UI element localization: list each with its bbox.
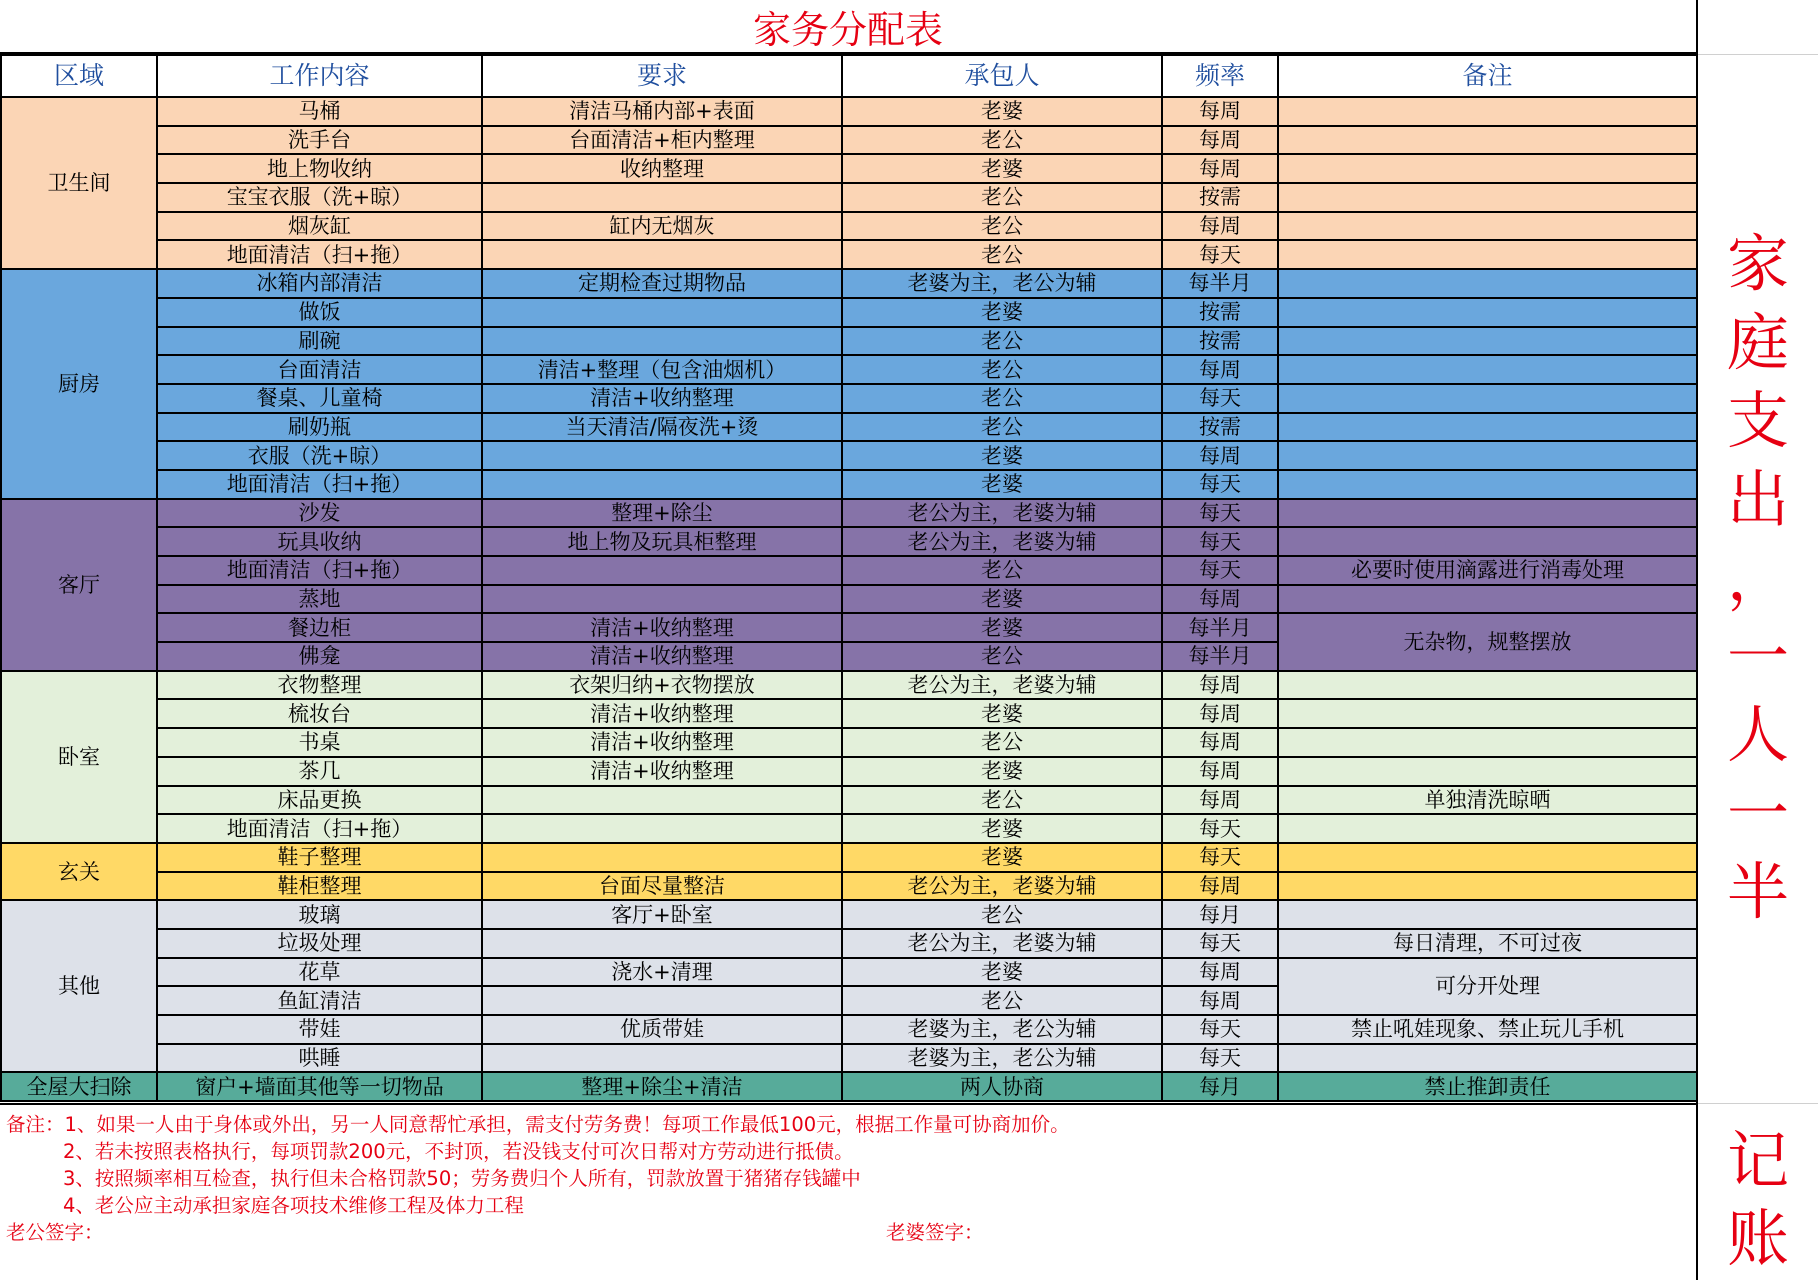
frequency-cell: 每半月 [1162, 269, 1278, 298]
requirement-cell: 浇水+清理 [482, 958, 842, 987]
remark-cell: 禁止吼娃现象、禁止玩儿手机 [1278, 1015, 1697, 1044]
frequency-cell: 每周 [1162, 585, 1278, 614]
remark-cell: 禁止推卸责任 [1278, 1072, 1697, 1101]
note-line-4: 4、老公应主动承担家庭各项技术维修工程及体力工程 [63, 1194, 524, 1217]
requirement-cell: 清洁+收纳整理 [482, 699, 842, 728]
remark-cell [1278, 470, 1697, 499]
task-cell: 鞋子整理 [157, 843, 482, 872]
remark-cell: 无杂物，规整摆放 [1278, 613, 1697, 670]
assignee-cell: 老婆 [842, 585, 1162, 614]
frequency-cell: 按需 [1162, 298, 1278, 327]
remark-cell [1278, 269, 1697, 298]
frequency-cell: 每周 [1162, 441, 1278, 470]
remark-cell [1278, 900, 1697, 929]
task-cell: 垃圾处理 [157, 929, 482, 958]
table-row [1, 843, 1697, 872]
task-cell: 地面清洁（扫+拖） [157, 470, 482, 499]
assignee-cell: 老公 [842, 355, 1162, 384]
table-row [1, 413, 1697, 442]
assignee-cell: 老婆为主，老公为辅 [842, 269, 1162, 298]
task-cell: 玩具收纳 [157, 527, 482, 556]
frequency-cell: 每周 [1162, 154, 1278, 183]
requirement-cell [482, 441, 842, 470]
remark-cell [1278, 441, 1697, 470]
table-row [1, 929, 1697, 958]
task-cell: 刷奶瓶 [157, 413, 482, 442]
frequency-cell: 每周 [1162, 958, 1278, 987]
requirement-cell: 定期检查过期物品 [482, 269, 842, 298]
header-task: 工作内容 [157, 55, 482, 97]
frequency-cell: 每周 [1162, 872, 1278, 901]
frequency-cell: 每周 [1162, 671, 1278, 700]
assignee-cell: 老公为主，老婆为辅 [842, 527, 1162, 556]
remark-cell [1278, 97, 1697, 126]
table-row [1, 269, 1697, 298]
task-cell: 蒸地 [157, 585, 482, 614]
area-cell-bathroom: 卫生间 [1, 97, 157, 269]
area-cell-whole-house-cleaning: 全屋大扫除 [1, 1072, 157, 1101]
table-row [1, 499, 1697, 528]
requirement-cell [482, 327, 842, 356]
assignee-cell: 老公 [842, 327, 1162, 356]
frequency-cell: 按需 [1162, 327, 1278, 356]
assignee-cell: 老婆 [842, 613, 1162, 642]
remark-cell [1278, 327, 1697, 356]
assignee-cell: 老婆 [842, 470, 1162, 499]
assignee-cell: 老公为主，老婆为辅 [842, 499, 1162, 528]
assignee-cell: 两人协商 [842, 1072, 1162, 1101]
frequency-cell: 每周 [1162, 728, 1278, 757]
side-bookkeeping-label [1698, 1122, 1818, 1278]
table-row [1, 126, 1697, 155]
side-divider-top [1698, 54, 1818, 55]
task-cell: 沙发 [157, 499, 482, 528]
task-cell: 地上物收纳 [157, 154, 482, 183]
table-row [1, 355, 1697, 384]
remark-cell [1278, 499, 1697, 528]
table-row [1, 958, 1697, 987]
frequency-cell: 每天 [1162, 843, 1278, 872]
table-row [1, 585, 1697, 614]
slogan-char: 半 [1726, 855, 1789, 928]
requirement-cell [482, 240, 842, 269]
table-row [1, 527, 1697, 556]
side-slogan [1698, 225, 1818, 932]
assignee-cell: 老公 [842, 240, 1162, 269]
remark-cell [1278, 355, 1697, 384]
frequency-cell: 按需 [1162, 413, 1278, 442]
assignee-cell: 老婆 [842, 441, 1162, 470]
table-row [1, 613, 1697, 642]
side-panel [1696, 0, 1818, 1280]
requirement-cell [482, 786, 842, 815]
header-remarks: 备注 [1278, 55, 1697, 97]
area-cell-kitchen: 厨房 [1, 269, 157, 499]
frequency-cell: 每半月 [1162, 642, 1278, 671]
table-row [1, 298, 1697, 327]
requirement-cell: 台面尽量整洁 [482, 872, 842, 901]
task-cell: 台面清洁 [157, 355, 482, 384]
requirement-cell [482, 298, 842, 327]
task-cell: 窗户+墙面其他等一切物品 [157, 1072, 482, 1101]
task-cell: 哄睡 [157, 1044, 482, 1073]
table-row [1, 786, 1697, 815]
header-assignee: 承包人 [842, 55, 1162, 97]
frequency-cell: 按需 [1162, 183, 1278, 212]
requirement-cell: 台面清洁+柜内整理 [482, 126, 842, 155]
requirement-cell [482, 556, 842, 585]
side-divider-bottom [1698, 1103, 1818, 1104]
assignee-cell: 老婆 [842, 154, 1162, 183]
remark-cell [1278, 183, 1697, 212]
remark-cell [1278, 671, 1697, 700]
table-row [1, 154, 1697, 183]
requirement-cell: 衣架归纳+衣物摆放 [482, 671, 842, 700]
frequency-cell: 每天 [1162, 814, 1278, 843]
chore-table [0, 54, 1698, 1102]
assignee-cell: 老公 [842, 728, 1162, 757]
assignee-cell: 老公 [842, 183, 1162, 212]
note-line-3: 3、按照频率相互检查，执行但未合格罚款50；劳务费归个人所有，罚款放置于猪猪存钱罐中 [63, 1167, 861, 1190]
assignee-cell: 老婆为主，老公为辅 [842, 1044, 1162, 1073]
table-row [1, 814, 1697, 843]
requirement-cell: 客厅+卧室 [482, 900, 842, 929]
table-row [1, 728, 1697, 757]
requirement-cell: 优质带娃 [482, 1015, 842, 1044]
slogan-char: 一 [1726, 776, 1789, 850]
task-cell: 餐边柜 [157, 613, 482, 642]
table-row [1, 1072, 1697, 1101]
remark-cell [1278, 757, 1697, 786]
requirement-cell: 地上物及玩具柜整理 [482, 527, 842, 556]
signature-row [6, 1219, 1690, 1246]
assignee-cell: 老婆 [842, 699, 1162, 728]
requirement-cell: 整理+除尘+清洁 [482, 1072, 842, 1101]
frequency-cell: 每半月 [1162, 613, 1278, 642]
frequency-cell: 每天 [1162, 499, 1278, 528]
requirement-cell [482, 814, 842, 843]
assignee-cell: 老婆 [842, 757, 1162, 786]
task-cell: 带娃 [157, 1015, 482, 1044]
task-cell: 梳妆台 [157, 699, 482, 728]
remark-cell [1278, 872, 1697, 901]
remark-cell [1278, 413, 1697, 442]
task-cell: 玻璃 [157, 900, 482, 929]
requirement-cell: 当天清洁/隔夜洗+烫 [482, 413, 842, 442]
remark-cell [1278, 728, 1697, 757]
notes-section [0, 1103, 1696, 1280]
task-cell: 花草 [157, 958, 482, 987]
task-cell: 鞋柜整理 [157, 872, 482, 901]
requirement-cell [482, 183, 842, 212]
frequency-cell: 每天 [1162, 1044, 1278, 1073]
area-cell-living-room: 客厅 [1, 499, 157, 671]
table-row [1, 900, 1697, 929]
remark-cell [1278, 154, 1697, 183]
husband-signature-label: 老公签字： [6, 1221, 104, 1244]
assignee-cell: 老婆 [842, 97, 1162, 126]
task-cell: 烟灰缸 [157, 212, 482, 241]
task-cell: 地面清洁（扫+拖） [157, 814, 482, 843]
wife-signature-label: 老婆签字： [886, 1221, 984, 1244]
note-line-2: 2、若未按照表格执行，每项罚款200元，不封顶，若没钱支付可次日帮对方劳动进行抵债。 [63, 1140, 854, 1163]
task-cell: 地面清洁（扫+拖） [157, 240, 482, 269]
frequency-cell: 每周 [1162, 699, 1278, 728]
assignee-cell: 老婆 [842, 814, 1162, 843]
table-row [1, 872, 1697, 901]
frequency-cell: 每天 [1162, 384, 1278, 413]
requirement-cell: 清洁+整理（包含油烟机） [482, 355, 842, 384]
remark-cell [1278, 1044, 1697, 1073]
remark-cell [1278, 814, 1697, 843]
remark-cell [1278, 212, 1697, 241]
assignee-cell: 老公 [842, 212, 1162, 241]
task-cell: 马桶 [157, 97, 482, 126]
requirement-cell: 清洁+收纳整理 [482, 613, 842, 642]
table-row [1, 212, 1697, 241]
assignee-cell: 老公 [842, 384, 1162, 413]
header-frequency: 频率 [1162, 55, 1278, 97]
assignee-cell: 老婆 [842, 958, 1162, 987]
assignee-cell: 老公 [842, 900, 1162, 929]
table-row [1, 556, 1697, 585]
remark-cell: 每日清理，不可过夜 [1278, 929, 1697, 958]
table-row [1, 699, 1697, 728]
remark-cell [1278, 699, 1697, 728]
area-cell-entryway: 玄关 [1, 843, 157, 900]
frequency-cell: 每天 [1162, 240, 1278, 269]
assignee-cell: 老公 [842, 126, 1162, 155]
remark-cell [1278, 527, 1697, 556]
assignee-cell: 老公 [842, 786, 1162, 815]
remark-cell: 可分开处理 [1278, 958, 1697, 1015]
requirement-cell [482, 470, 842, 499]
frequency-cell: 每月 [1162, 1072, 1278, 1101]
slogan-char: 人 [1726, 698, 1789, 771]
requirement-cell [482, 585, 842, 614]
frequency-cell: 每天 [1162, 470, 1278, 499]
table-row [1, 757, 1697, 786]
task-cell: 宝宝衣服（洗+晾） [157, 183, 482, 212]
requirement-cell: 清洁+收纳整理 [482, 728, 842, 757]
slogan-char: 一 [1726, 619, 1789, 693]
frequency-cell: 每周 [1162, 986, 1278, 1015]
task-cell: 餐桌、儿童椅 [157, 384, 482, 413]
table-row [1, 97, 1697, 126]
requirement-cell: 整理+除尘 [482, 499, 842, 528]
header-area: 区域 [1, 55, 157, 97]
frequency-cell: 每周 [1162, 355, 1278, 384]
table-row [1, 671, 1697, 700]
task-cell: 衣物整理 [157, 671, 482, 700]
header-row [1, 55, 1697, 97]
page-title: 家务分配表 [0, 0, 1696, 54]
slogan-char: 庭 [1726, 305, 1789, 379]
frequency-cell: 每天 [1162, 1015, 1278, 1044]
assignee-cell: 老公 [842, 556, 1162, 585]
frequency-cell: 每天 [1162, 556, 1278, 585]
assignee-cell: 老公 [842, 642, 1162, 671]
requirement-cell: 清洁+收纳整理 [482, 384, 842, 413]
table-row [1, 470, 1697, 499]
requirement-cell [482, 843, 842, 872]
table-row [1, 1015, 1697, 1044]
slogan-char: ， [1726, 541, 1789, 614]
header-requirement: 要求 [482, 55, 842, 97]
remark-cell [1278, 843, 1697, 872]
assignee-cell: 老婆 [842, 298, 1162, 327]
requirement-cell: 清洁+收纳整理 [482, 757, 842, 786]
table-row [1, 384, 1697, 413]
table-row [1, 240, 1697, 269]
assignee-cell: 老公 [842, 986, 1162, 1015]
slogan-char: 支 [1726, 384, 1789, 457]
assignee-cell: 老公为主，老婆为辅 [842, 929, 1162, 958]
assignee-cell: 老婆为主，老公为辅 [842, 1015, 1162, 1044]
task-cell: 冰箱内部清洁 [157, 269, 482, 298]
frequency-cell: 每天 [1162, 527, 1278, 556]
requirement-cell [482, 986, 842, 1015]
requirement-cell: 缸内无烟灰 [482, 212, 842, 241]
task-cell: 衣服（洗+晾） [157, 441, 482, 470]
remark-cell: 必要时使用滴露进行消毒处理 [1278, 556, 1697, 585]
assignee-cell: 老公 [842, 413, 1162, 442]
slogan-char: 出 [1726, 462, 1789, 536]
task-cell: 鱼缸清洁 [157, 986, 482, 1015]
note-line-1: 备注：1、如果一人由于身体或外出，另一人同意帮忙承担，需支付劳务费！每项工作最低100元，根据工作量可协商加价。 [6, 1113, 1070, 1136]
task-cell: 做饭 [157, 298, 482, 327]
remark-cell [1278, 585, 1697, 614]
frequency-cell: 每周 [1162, 126, 1278, 155]
bookkeeping-char: 记 [1726, 1124, 1789, 1197]
frequency-cell: 每周 [1162, 786, 1278, 815]
frequency-cell: 每周 [1162, 212, 1278, 241]
frequency-cell: 每月 [1162, 900, 1278, 929]
remark-cell [1278, 384, 1697, 413]
remark-cell [1278, 298, 1697, 327]
task-cell: 书桌 [157, 728, 482, 757]
slogan-char: 家 [1726, 227, 1789, 300]
remark-cell: 单独清洗晾晒 [1278, 786, 1697, 815]
task-cell: 地面清洁（扫+拖） [157, 556, 482, 585]
requirement-cell [482, 929, 842, 958]
area-cell-other: 其他 [1, 900, 157, 1072]
frequency-cell: 每周 [1162, 97, 1278, 126]
frequency-cell: 每周 [1162, 757, 1278, 786]
requirement-cell: 收纳整理 [482, 154, 842, 183]
assignee-cell: 老婆 [842, 843, 1162, 872]
task-cell: 床品更换 [157, 786, 482, 815]
remark-cell [1278, 126, 1697, 155]
remark-cell [1278, 240, 1697, 269]
table-row [1, 441, 1697, 470]
table-row [1, 183, 1697, 212]
requirement-cell [482, 1044, 842, 1073]
frequency-cell: 每天 [1162, 929, 1278, 958]
assignee-cell: 老公为主，老婆为辅 [842, 671, 1162, 700]
task-cell: 洗手台 [157, 126, 482, 155]
task-cell: 茶几 [157, 757, 482, 786]
table-row [1, 1044, 1697, 1073]
requirement-cell: 清洁+收纳整理 [482, 642, 842, 671]
area-cell-bedroom: 卧室 [1, 671, 157, 843]
assignee-cell: 老公为主，老婆为辅 [842, 872, 1162, 901]
requirement-cell: 清洁马桶内部+表面 [482, 97, 842, 126]
task-cell: 佛龛 [157, 642, 482, 671]
bookkeeping-char: 账 [1726, 1202, 1789, 1275]
task-cell: 刷碗 [157, 327, 482, 356]
table-row [1, 327, 1697, 356]
